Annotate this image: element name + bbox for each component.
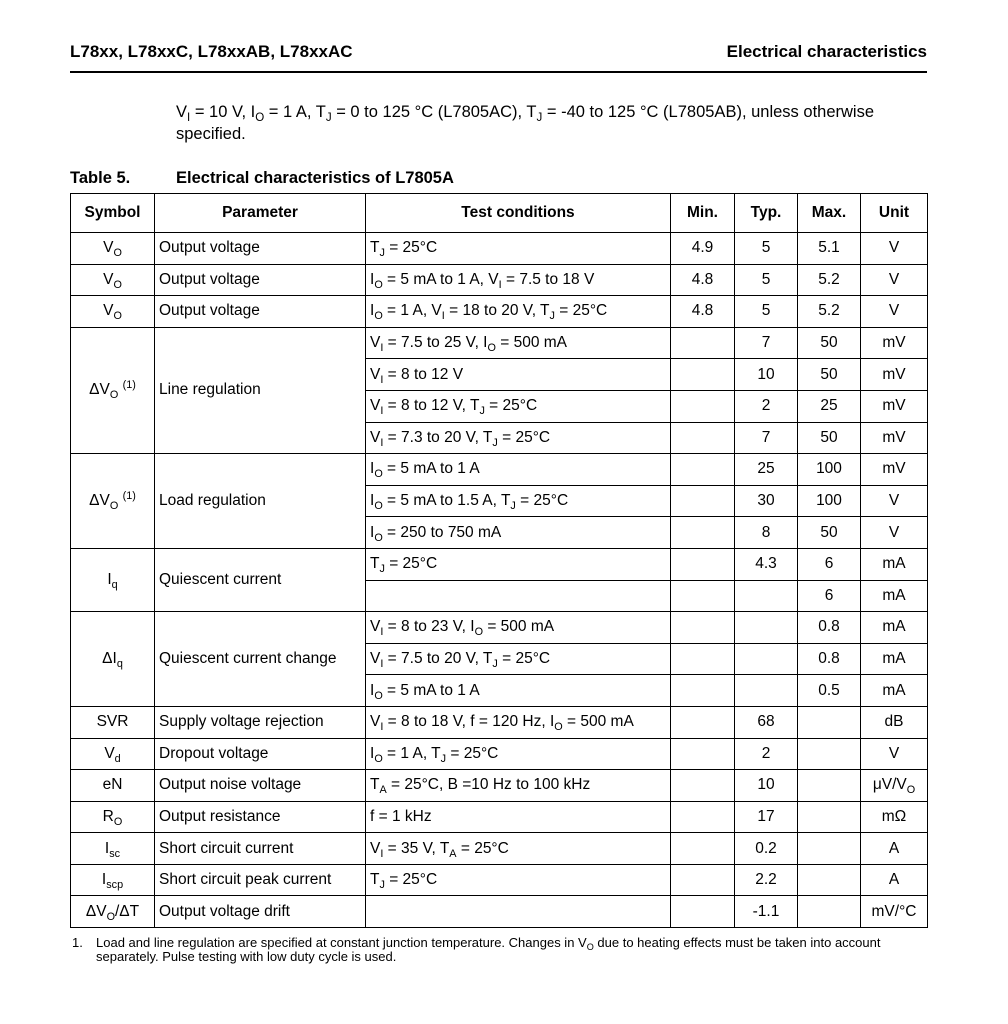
min-cell xyxy=(671,706,735,738)
min-cell xyxy=(671,675,735,707)
test-conditions-cell: $I_O = 250$ to 750 mA xyxy=(366,517,671,549)
test-conditions-cell: $I_O = 5$ mA to 1 A xyxy=(366,675,671,707)
parameter-cell: Output voltage xyxy=(155,233,366,265)
min-cell xyxy=(671,580,735,612)
max-cell: 0.8 xyxy=(798,643,861,675)
header-rule xyxy=(70,71,927,73)
column-header-unit: Unit xyxy=(861,194,928,233)
unit-cell: mA xyxy=(861,643,928,675)
min-cell xyxy=(671,422,735,454)
table-caption-title: Electrical characteristics of L7805A xyxy=(176,169,454,187)
min-cell: 4.8 xyxy=(671,264,735,296)
symbol-cell: $V_O$ xyxy=(71,233,155,265)
parameter-cell: Output voltage drift xyxy=(155,896,366,928)
max-cell: 50 xyxy=(798,517,861,549)
parameter-cell: Quiescent current xyxy=(155,548,366,611)
unit-cell: mA xyxy=(861,612,928,644)
table-row xyxy=(71,548,928,580)
max-cell xyxy=(798,833,861,865)
min-cell xyxy=(671,864,735,896)
running-header-left: L78xx, L78xxC, L78xxAB, L78xxAC xyxy=(70,42,353,61)
unit-cell: A xyxy=(861,833,928,865)
max-cell: 100 xyxy=(798,485,861,517)
max-cell: 50 xyxy=(798,327,861,359)
test-conditions-cell: $V_I = 7.5$ to 20 V, $T_J = 25^\circ C$ xyxy=(366,643,671,675)
column-header-test-conditions: Test conditions xyxy=(366,194,671,233)
parameter-cell: Output resistance xyxy=(155,801,366,833)
min-cell xyxy=(671,485,735,517)
test-conditions-cell: $I_O = 5$ mA to 1 A, $V_I = 7.5$ to 18 V xyxy=(366,264,671,296)
unit-cell: $\mu V/V_O$ xyxy=(861,770,928,802)
typ-cell: 30 xyxy=(735,485,798,517)
test-conditions-cell: $V_I = 8$ to 12 V xyxy=(366,359,671,391)
typ-cell: 7 xyxy=(735,327,798,359)
unit-cell: mV xyxy=(861,422,928,454)
typ-cell: 7 xyxy=(735,422,798,454)
unit-cell: V xyxy=(861,233,928,265)
table-row xyxy=(71,454,928,486)
unit-cell: mV xyxy=(861,327,928,359)
max-cell: 0.8 xyxy=(798,612,861,644)
test-conditions-cell: $T_J = 25^\circ C$ xyxy=(366,864,671,896)
max-cell: 6 xyxy=(798,580,861,612)
table-row xyxy=(71,327,928,359)
unit-cell: mA xyxy=(861,548,928,580)
max-cell: 5.1 xyxy=(798,233,861,265)
min-cell xyxy=(671,359,735,391)
max-cell xyxy=(798,738,861,770)
typ-cell: 8 xyxy=(735,517,798,549)
column-header-typ: Typ. xyxy=(735,194,798,233)
test-conditions-cell: $I_O = 5$ mA to 1 A xyxy=(366,454,671,486)
unit-cell: dB xyxy=(861,706,928,738)
typ-cell: 5 xyxy=(735,264,798,296)
symbol-cell: $I_{scp}$ xyxy=(71,864,155,896)
max-cell xyxy=(798,706,861,738)
symbol-cell: eN xyxy=(71,770,155,802)
typ-cell xyxy=(735,643,798,675)
test-conditions-cell: $V_I = 7.3$ to 20 V, $T_J = 25^\circ C$ xyxy=(366,422,671,454)
typ-cell: 10 xyxy=(735,770,798,802)
unit-cell: mV xyxy=(861,359,928,391)
test-conditions-cell: $V_I = 8$ to 18 V, f = 120 Hz, $I_O = 500$ mA xyxy=(366,706,671,738)
symbol-cell: $\Delta I_q$ xyxy=(71,612,155,707)
unit-cell: V xyxy=(861,517,928,549)
test-conditions-cell: $V_I = 8$ to 23 V, $I_O = 500$ mA xyxy=(366,612,671,644)
column-header-parameter: Parameter xyxy=(155,194,366,233)
typ-cell: 5 xyxy=(735,296,798,328)
symbol-cell: $I_{sc}$ xyxy=(71,833,155,865)
max-cell: 6 xyxy=(798,548,861,580)
parameter-cell: Output voltage xyxy=(155,296,366,328)
parameter-cell: Short circuit current xyxy=(155,833,366,865)
test-conditions-cell: $T_J = 25^\circ C$ xyxy=(366,233,671,265)
symbol-cell: $V_O$ xyxy=(71,296,155,328)
typ-cell: 2 xyxy=(735,738,798,770)
min-cell xyxy=(671,517,735,549)
symbol-cell: $V_O$ xyxy=(71,264,155,296)
table-row xyxy=(71,833,928,865)
min-cell xyxy=(671,801,735,833)
typ-cell xyxy=(735,580,798,612)
max-cell xyxy=(798,864,861,896)
min-cell xyxy=(671,548,735,580)
parameter-cell: Load regulation xyxy=(155,454,366,549)
unit-cell: V xyxy=(861,738,928,770)
unit-cell: mA xyxy=(861,675,928,707)
test-conditions-cell: $V_I = 8$ to 12 V, $T_J = 25^\circ C$ xyxy=(366,390,671,422)
unit-cell: mV xyxy=(861,454,928,486)
max-cell: 100 xyxy=(798,454,861,486)
typ-cell: 2 xyxy=(735,390,798,422)
unit-cell: mV/°C xyxy=(861,896,928,928)
parameter-cell: Quiescent current change xyxy=(155,612,366,707)
max-cell: 50 xyxy=(798,422,861,454)
symbol-cell: $R_O$ xyxy=(71,801,155,833)
footnote-number: 1. xyxy=(72,935,83,950)
table-row xyxy=(71,706,928,738)
typ-cell: -1.1 xyxy=(735,896,798,928)
column-header-symbol: Symbol xyxy=(71,194,155,233)
unit-cell: mV xyxy=(861,390,928,422)
table-row xyxy=(71,612,928,644)
max-cell: 50 xyxy=(798,359,861,391)
table-row xyxy=(71,738,928,770)
test-conditions-cell xyxy=(366,580,671,612)
test-conditions-cell: $I_O = 1$ A, $V_I = 18$ to 20 V, $T_J = 25^\circ C$ xyxy=(366,296,671,328)
test-conditions-cell: $I_O = 1$ A, $T_J = 25^\circ C$ xyxy=(366,738,671,770)
unit-cell: mΩ xyxy=(861,801,928,833)
typ-cell: 68 xyxy=(735,706,798,738)
table-row xyxy=(71,770,928,802)
symbol-cell: $\Delta V_O$ $^{(1)}$ xyxy=(71,327,155,453)
test-conditions-intro: $V_I = 10$ V, $I_O = 1$ A, $T_J = 0$ to 125 °C (L7805AC), $T_J = -40$ to 125 °C (L7805AB), unless otherwise specified. xyxy=(176,103,875,143)
min-cell xyxy=(671,612,735,644)
min-cell xyxy=(671,738,735,770)
unit-cell: A xyxy=(861,864,928,896)
min-cell xyxy=(671,390,735,422)
typ-cell: 2.2 xyxy=(735,864,798,896)
parameter-cell: Supply voltage rejection xyxy=(155,706,366,738)
symbol-cell: $V_d$ xyxy=(71,738,155,770)
test-conditions-cell: f = 1 kHz xyxy=(366,801,671,833)
typ-cell: 17 xyxy=(735,801,798,833)
symbol-cell: $\Delta V_O/\Delta T$ xyxy=(71,896,155,928)
min-cell xyxy=(671,833,735,865)
max-cell xyxy=(798,896,861,928)
parameter-cell: Output noise voltage xyxy=(155,770,366,802)
test-conditions-cell: $T_A = 25^\circ C$, B =10 Hz to 100 kHz xyxy=(366,770,671,802)
table-header-row xyxy=(71,194,928,233)
footnote-text: Load and line regulation are specified at constant junction temperature. Changes in $V_O$ due to heating effects must be taken into account separately. Pulse testing with low duty cycle is used. xyxy=(96,935,881,964)
symbol-cell: $I_q$ xyxy=(71,548,155,611)
test-conditions-cell: $V_I = 35$ V, $T_A = 25^\circ C$ xyxy=(366,833,671,865)
table-row xyxy=(71,264,928,296)
max-cell: 5.2 xyxy=(798,296,861,328)
column-header-max: Max. xyxy=(798,194,861,233)
min-cell xyxy=(671,643,735,675)
table-row xyxy=(71,896,928,928)
max-cell: 25 xyxy=(798,390,861,422)
min-cell: 4.8 xyxy=(671,296,735,328)
min-cell xyxy=(671,896,735,928)
table-body xyxy=(71,233,928,928)
parameter-cell: Line regulation xyxy=(155,327,366,453)
parameter-cell: Short circuit peak current xyxy=(155,864,366,896)
max-cell xyxy=(798,770,861,802)
unit-cell: mA xyxy=(861,580,928,612)
symbol-cell: SVR xyxy=(71,706,155,738)
test-conditions-cell: $I_O = 5$ mA to 1.5 A, $T_J = 25^\circ C$ xyxy=(366,485,671,517)
min-cell xyxy=(671,770,735,802)
test-conditions-cell: $V_I = 7.5$ to 25 V, $I_O = 500$ mA xyxy=(366,327,671,359)
typ-cell: 5 xyxy=(735,233,798,265)
typ-cell: 25 xyxy=(735,454,798,486)
test-conditions-cell xyxy=(366,896,671,928)
typ-cell xyxy=(735,612,798,644)
column-header-min: Min. xyxy=(671,194,735,233)
footnote xyxy=(70,936,930,964)
symbol-cell: $\Delta V_O$ $^{(1)}$ xyxy=(71,454,155,549)
unit-cell: V xyxy=(861,296,928,328)
electrical-characteristics-table xyxy=(70,193,928,928)
min-cell xyxy=(671,454,735,486)
unit-cell: V xyxy=(861,485,928,517)
max-cell: 0.5 xyxy=(798,675,861,707)
table-row xyxy=(71,233,928,265)
min-cell: 4.9 xyxy=(671,233,735,265)
max-cell xyxy=(798,801,861,833)
typ-cell: 0.2 xyxy=(735,833,798,865)
typ-cell: 4.3 xyxy=(735,548,798,580)
typ-cell xyxy=(735,675,798,707)
table-row xyxy=(71,801,928,833)
test-conditions-cell: $T_J = 25^\circ C$ xyxy=(366,548,671,580)
table-row xyxy=(71,864,928,896)
table-caption-number: Table 5. xyxy=(70,169,131,187)
running-header-right: Electrical characteristics xyxy=(726,42,927,61)
parameter-cell: Dropout voltage xyxy=(155,738,366,770)
min-cell xyxy=(671,327,735,359)
parameter-cell: Output voltage xyxy=(155,264,366,296)
max-cell: 5.2 xyxy=(798,264,861,296)
table-row xyxy=(71,296,928,328)
typ-cell: 10 xyxy=(735,359,798,391)
unit-cell: V xyxy=(861,264,928,296)
